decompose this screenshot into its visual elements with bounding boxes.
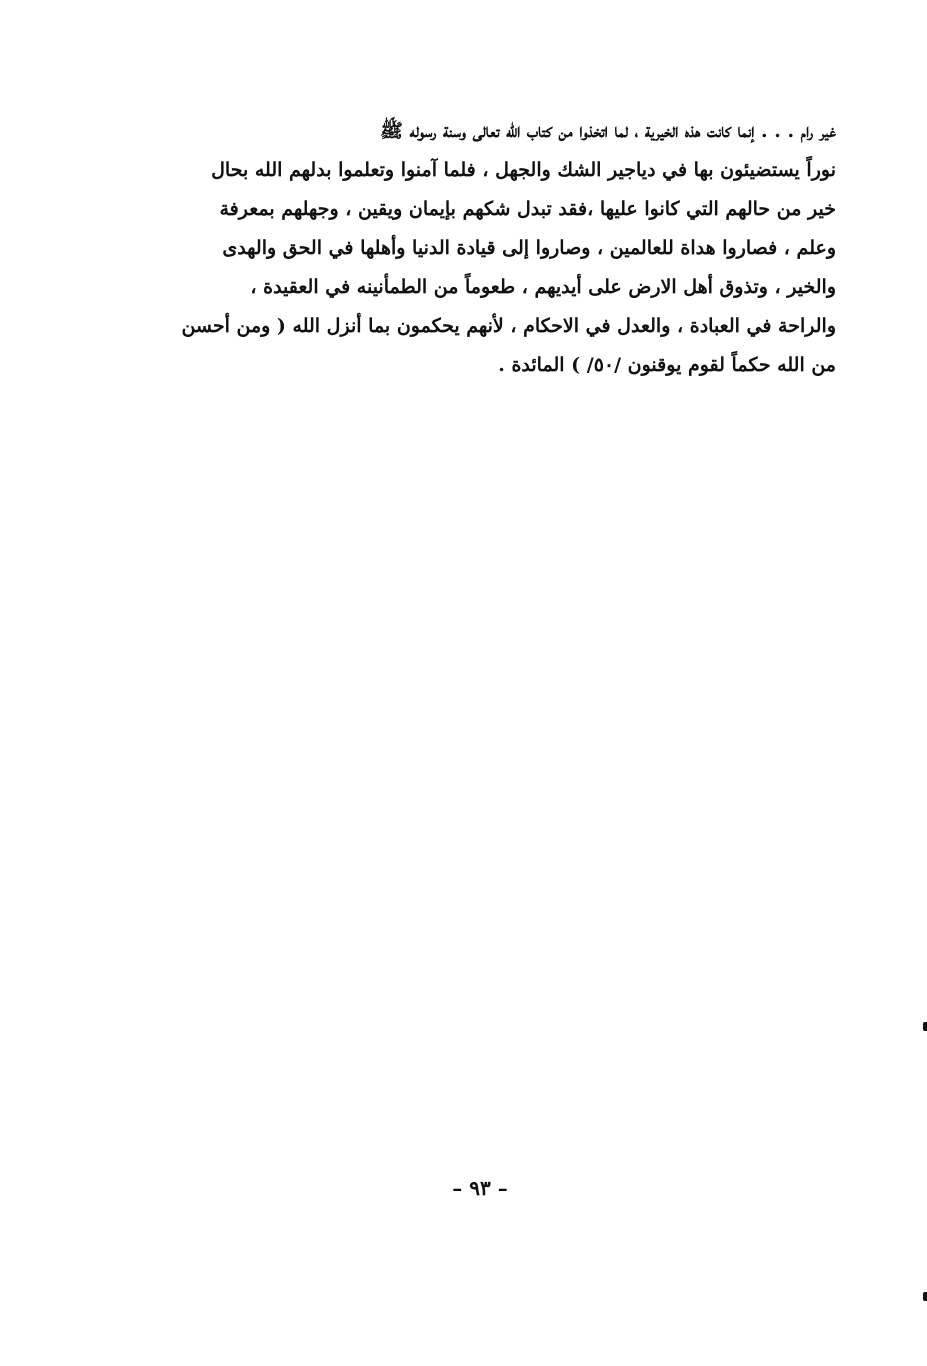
- text-line: وعلم ، فصاروا هداة للعالمين ، وصاروا إلى قيادة الدنيا وأهلها في الحق والهدى: [222, 237, 836, 259]
- scan-edge-mark: [923, 1292, 927, 1301]
- text-line: من الله حكماً لقوم يوقنون /٥٠/ ) المائدة .: [498, 354, 836, 376]
- text-line: خير من حالهم التي كانوا عليها ،فقد تبدل شكهم بإيمان ويقين ، وجهلهم بمعرفة: [219, 198, 836, 220]
- text-line: والخير ، وتذوق أهل الارض على أيديهم ، طعوماً من الطمأنينه في العقيدة ،: [250, 276, 836, 298]
- scan-edge-mark: [923, 1022, 927, 1031]
- text-line: نوراً يستضيئون بها في دياجير الشك والجهل ، فلما آمنوا وتعلموا بدلهم الله بحال: [211, 159, 836, 181]
- text-line: والراحة في العبادة ، والعدل في الاحكام ، لأنهم يحكمون بما أنزل الله ( ومن أحسن: [181, 315, 836, 337]
- page-number: – ٩٣ –: [452, 1176, 508, 1200]
- body-paragraph: [168, 112, 836, 385]
- text-line: غير رام . . . إنما كانت هذه الخيرية ، لما اتخذوا من كتاب الله تعالى وسنة رسوله ﷺ: [380, 120, 836, 142]
